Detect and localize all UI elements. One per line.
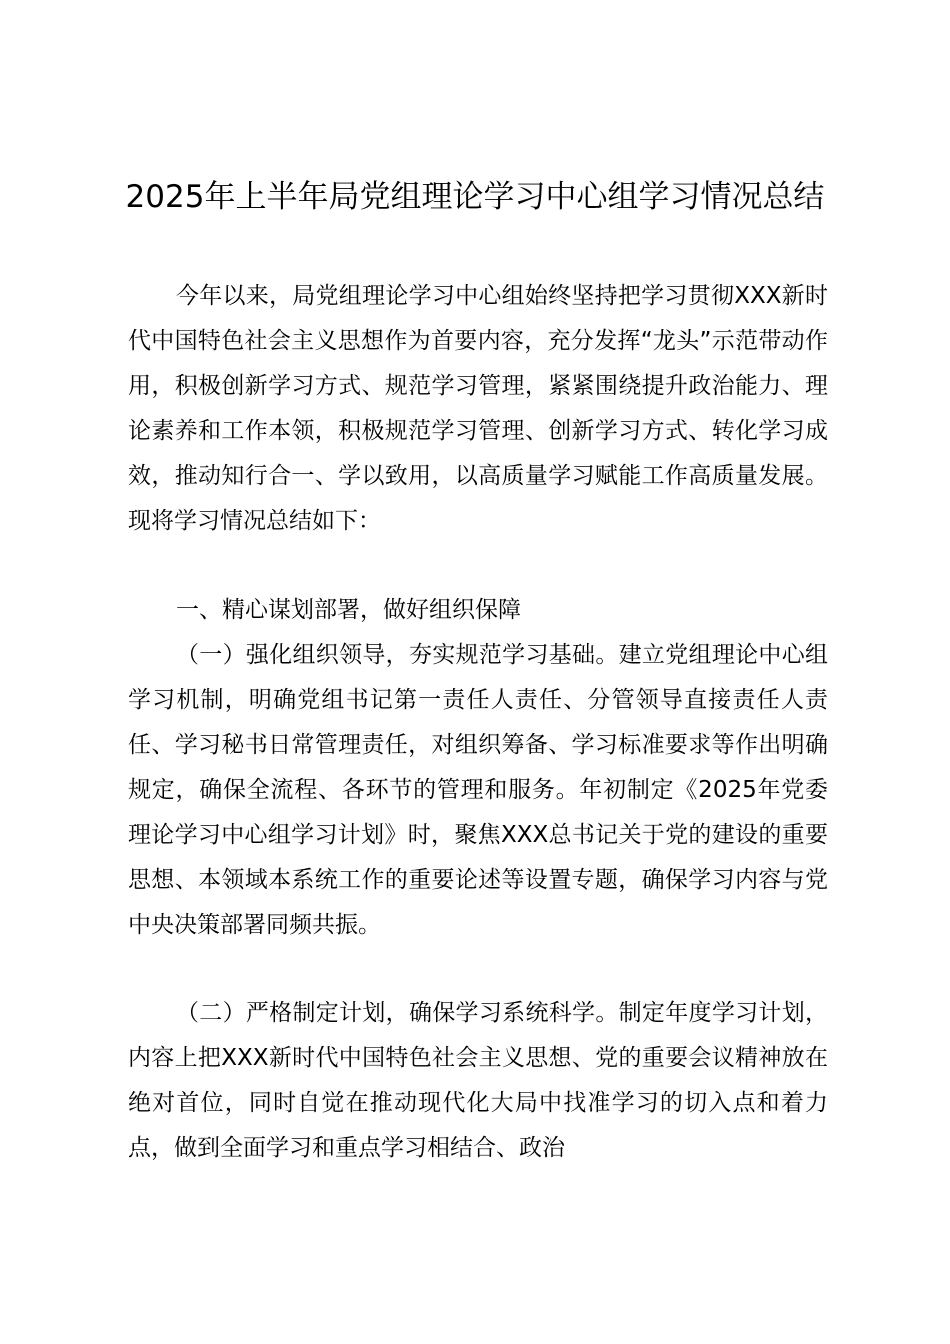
intro-paragraph: 今年以来，局党组理论学习中心组始终坚持把学习贯彻XXX新时代中国特色社会主义思想作为首要内容，充分发挥“龙头”示范带动作用，积极创新学习方式、规范学习管理，紧紧围绕提升政治能力、理论素养和工作本领，积极规范学习管理、创新学习方式、转化学习成效，推动知行合一、学以致用，以高质量学习赋能工作高质量发展。现将学习情况总结如下： — [128, 283, 828, 534]
document-title: 2025年上半年局党组理论学习中心组学习情况总结 — [125, 179, 825, 215]
body-paragraph: （一）强化组织领导，夯实规范学习基础。建立党组理论中心组学习机制，明确党组书记第一责任人责任、分管领导直接责任人责任、学习秘书日常管理责任，对组织筹备、学习标准要求等作出明确规定，确保全流程、各环节的管理和服务。年初制定《2025年党委理论学习中心组学习计划》时，聚焦XXX总书记关于党的建设的重要思想、本领域本系统工作的重要论述等设置专题，确保学习内容与党中央决策部署同频共振。 — [128, 642, 828, 938]
body-paragraph: （二）严格制定计划，确保学习系统科学。制定年度学习计划，内容上把XXX新时代中国特色社会主义思想、党的重要会议精神放在绝对首位，同时自觉在推动现代化大局中找准学习的切入点和着力点，做到全面学习和重点学习相结合、政治 — [128, 1000, 828, 1161]
section-heading: 一、精心谋划部署，做好组织保障 — [176, 597, 521, 623]
